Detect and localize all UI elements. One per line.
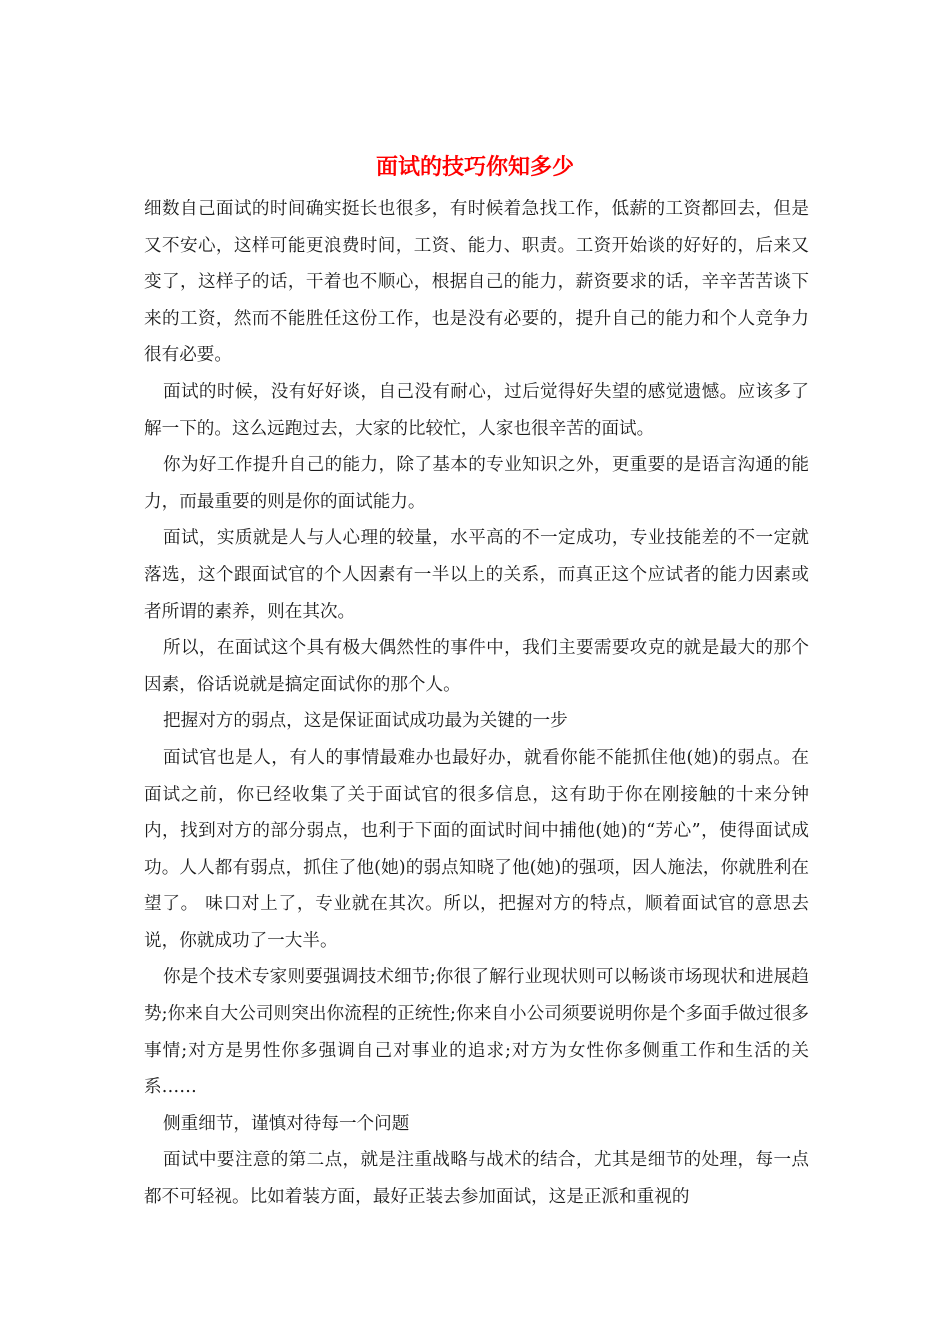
section-heading-details: 侧重细节，谨慎对待每一个问题 bbox=[163, 1113, 410, 1134]
paragraph-10: 面试中要注意的第二点，就是注重战略与战术的结合，尤其是细节的处理，每一点都不可轻视。比如着装方面，最好正装去参加面试，这是正派和重视的 bbox=[144, 1150, 809, 1208]
paragraph-2: 面试的时候，没有好好谈，自己没有耐心，过后觉得好失望的感觉遗憾。应该多了解一下的。这么远跑过去，大家的比较忙，人家也很辛苦的面试。 bbox=[144, 381, 809, 439]
paragraph-4: 面试，实质就是人与人心理的较量，水平高的不一定成功，专业技能差的不一定就落选，这个跟面试官的个人因素有一半以上的关系，而真正这个应试者的能力因素或者所谓的素养，则在其次。 bbox=[144, 528, 809, 622]
document-title: 面试的技巧你知多少 bbox=[375, 154, 574, 180]
paragraph-1: 细数自己面试的时间确实挺长也很多，有时候着急找工作，低薪的工资都回去，但是又不安心，这样可能更浪费时间，工资、能力、职责。工资开始谈的好好的，后来又变了，这样子的话，干着也不顺心，根据自己的能力，薪资要求的话，辛辛苦苦谈下来的工资，然而不能胜任这份工作，也是没有必要的，提升自己的能力和个人竞争力很有必要。 bbox=[144, 199, 809, 366]
paragraph-8: 你是个技术专家则要强调技术细节;你很了解行业现状则可以畅谈市场现状和进展趋势;你来自大公司则突出你流程的正统性;你来自小公司须要说明你是个多面手做过很多事情;对方是男性你多强调自己对事业的追求;对方为女性你多侧重工作和生活的关系…… bbox=[144, 967, 809, 1098]
document-body bbox=[144, 191, 809, 1216]
paragraph-5: 所以，在面试这个具有极大偶然性的事件中，我们主要需要攻克的就是最大的那个因素，俗话说就是搞定面试你的那个人。 bbox=[144, 638, 809, 695]
paragraph-3: 你为好工作提升自己的能力，除了基本的专业知识之外，更重要的是语言沟通的能力，而最重要的则是你的面试能力。 bbox=[144, 455, 809, 512]
section-heading-weakness: 把握对方的弱点，这是保证面试成功最为关键的一步 bbox=[163, 711, 568, 732]
paragraph-7: 面试官也是人，有人的事情最难办也最好办，就看你能不能抓住他(她)的弱点。在面试之前，你已经收集了关于面试官的很多信息，这有助于你在刚接触的十来分钟内，找到对方的部分弱点，也利于下面的面试时间中捕他(她)的“芳心”，使得面试成功。人人都有弱点，抓住了他(她)的弱点知晓了他(她)的强项，因人施法，你就胜利在望了。 味口对上了，专业就在其次。所以，把握对方的特点，顺着面试官的意思去说，你就成功了一大半。 bbox=[144, 747, 809, 951]
